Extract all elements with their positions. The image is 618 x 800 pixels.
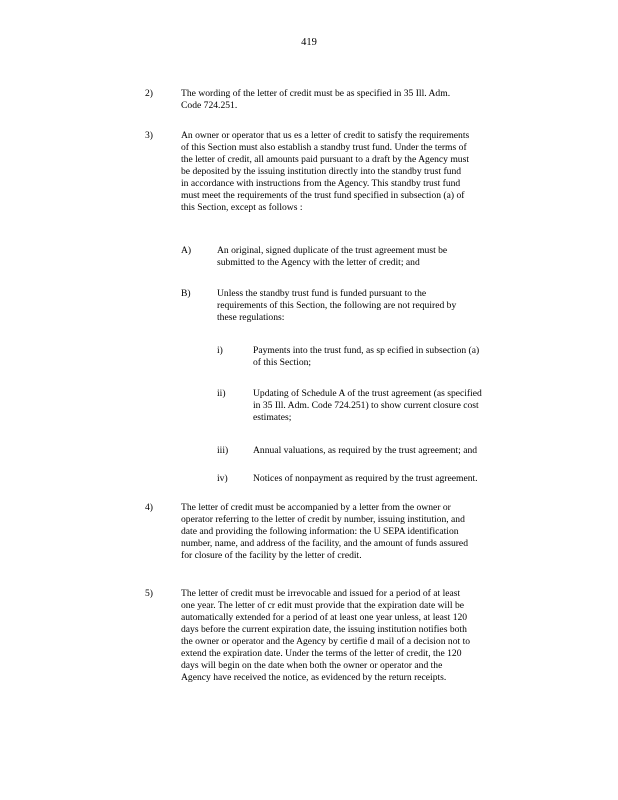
item-text	[253, 445, 543, 457]
text-line: Notices of nonpayment as required by the trust agreement.	[253, 473, 478, 484]
text-line: date and providing the following information: the U SEPA identification	[181, 526, 459, 537]
text-line: these regulations:	[217, 312, 285, 323]
text-line: must meet the requirements of the trust fund specified in subsection (a) of	[181, 190, 465, 201]
text-line: Annual valuations, as required by the trust agreement; and	[253, 445, 478, 456]
item-number: iii)	[217, 445, 229, 456]
item-text	[217, 288, 507, 324]
item-number: 4)	[145, 502, 153, 513]
text-line: estimates;	[253, 412, 292, 423]
item-text	[217, 245, 507, 269]
text-line: Updating of Schedule A of the trust agreement (as specified	[253, 388, 482, 399]
text-line: operator referring to the letter of credit by number, issuing institution, and	[181, 514, 465, 525]
text-line: The wording of the letter of credit must be as specified in 35 Ill. Adm.	[181, 88, 451, 99]
text-line: Payments into the trust fund, as sp ecified in subsection (a)	[253, 345, 480, 356]
text-line: the letter of credit, all amounts paid pursuant to a draft by the Agency must	[181, 154, 469, 165]
text-line: be deposited by the issuing institution directly into the standby trust fund	[181, 166, 462, 177]
text-line: extend the expiration date. Under the terms of the letter of credit, the 120	[181, 648, 462, 659]
item-number: B)	[181, 288, 191, 299]
item-number: 3)	[145, 130, 153, 141]
text-line: Code 724.251.	[181, 100, 238, 111]
item-number: iv)	[217, 473, 228, 484]
text-line: the owner or operator and the Agency by certifie d mail of a decision not to	[181, 636, 471, 647]
text-line: Agency have received the notice, as evidenced by the return receipts.	[181, 672, 447, 683]
text-line: in accordance with instructions from the Agency. This standby trust fund	[181, 178, 461, 189]
page-number: 419	[301, 37, 317, 48]
text-line: days before the current expiration date, the issuing institution notifies both	[181, 624, 467, 635]
item-number: i)	[217, 345, 223, 356]
item-number: 5)	[145, 588, 153, 599]
text-line: one year. The letter of cr edit must provide that the expiration date will be	[181, 600, 465, 611]
text-line: for closure of the facility by the letter of credit.	[181, 550, 362, 561]
item-number: 2)	[145, 88, 153, 99]
text-line: of this Section;	[253, 357, 312, 368]
item-text	[253, 345, 543, 369]
text-line: of this Section must also establish a standby trust fund. Under the terms of	[181, 142, 467, 153]
item-text	[181, 130, 541, 214]
text-line: automatically extended for a period of at least one year unless, at least 120	[181, 612, 468, 623]
text-line: The letter of credit must be accompanied by a letter from the owner or	[181, 502, 451, 513]
text-line: An original, signed duplicate of the trust agreement must be	[217, 245, 448, 256]
text-line: Unless the standby trust fund is funded pursuant to the	[217, 288, 427, 299]
text-line: The letter of credit must be irrevocable and issued for a period of at least	[181, 588, 461, 599]
text-line: submitted to the Agency with the letter of credit; and	[217, 257, 420, 268]
item-number: A)	[181, 245, 192, 256]
text-line: days will begin on the date when both the owner or operator and the	[181, 660, 443, 671]
item-text	[253, 473, 543, 485]
text-line: in 35 Ill. Adm. Code 724.251) to show current closure cost	[253, 400, 479, 411]
item-number: ii)	[217, 388, 226, 399]
text-line: number, name, and address of the facility, and the amount of funds assured	[181, 538, 468, 549]
text-line: An owner or operator that us es a letter of credit to satisfy the requirements	[181, 130, 470, 141]
text-line: requirements of this Section, the following are not required by	[217, 300, 457, 311]
text-line: this Section, except as follows :	[181, 202, 303, 213]
item-text	[181, 588, 541, 684]
item-text	[253, 388, 543, 424]
item-text	[181, 502, 541, 562]
item-text	[181, 88, 541, 112]
